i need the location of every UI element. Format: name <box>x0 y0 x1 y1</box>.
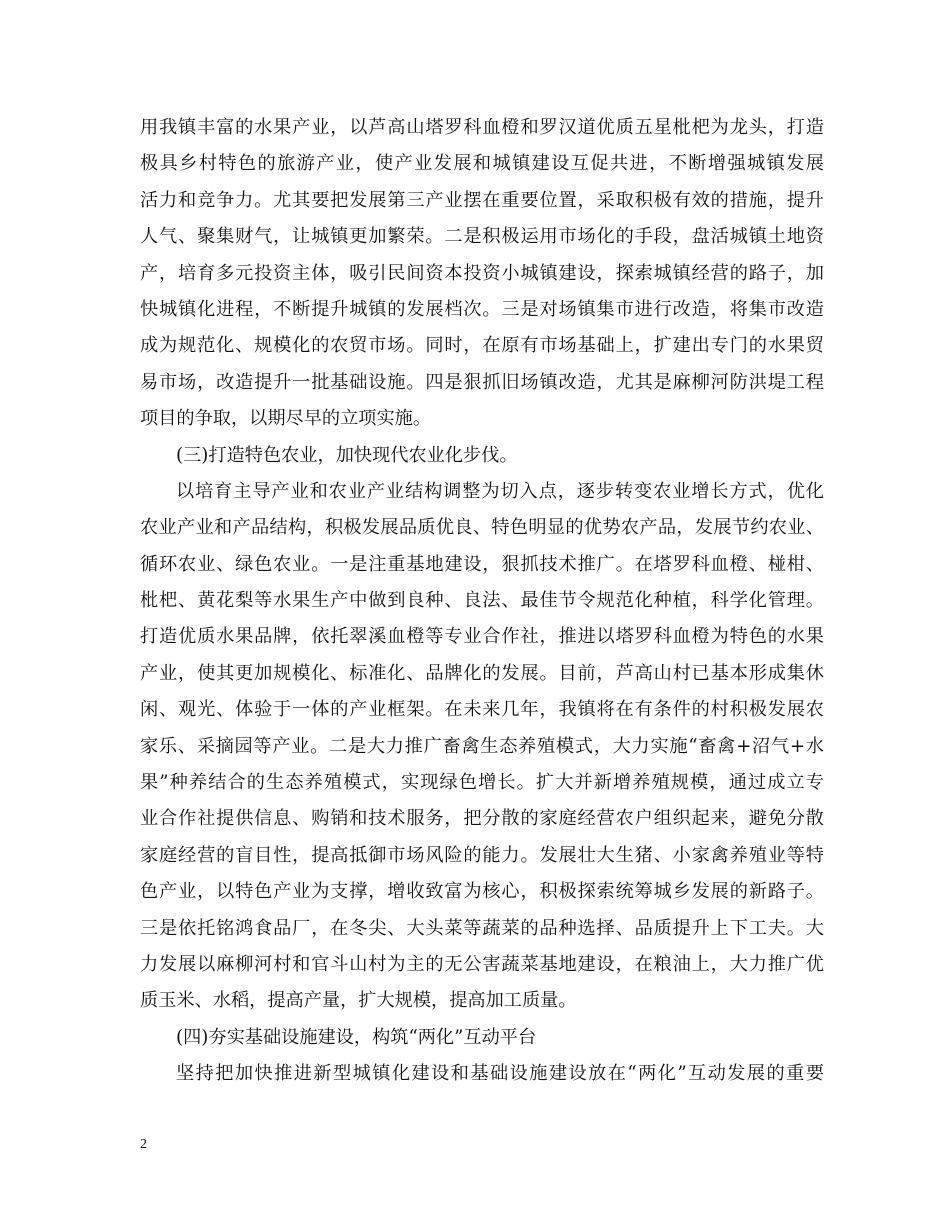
text-line: 业合作社提供信息、购销和技术服务，把分散的家庭经营农户组织起来，避免分散 <box>140 808 824 830</box>
text-line: 活力和竞争力。尤其要把发展第三产业摆在重要位置，采取积极有效的措施，提升 <box>140 189 824 211</box>
text-line: 家庭经营的盲目性，提高抵御市场风险的能力。发展壮大生猪、小家禽养殖业等特 <box>140 844 824 866</box>
text-line: 用我镇丰富的水果产业，以芦高山塔罗科血橙和罗汉道优质五星枇杷为龙头，打造 <box>140 117 824 138</box>
text-line: 色产业，以特色产业为支撑，增收致富为核心，积极探索统筹城乡发展的新路子。 <box>140 881 824 903</box>
text-line: 枇杷、黄花梨等水果生产中做到良种、良法、最佳节令规范化种植，科学化管理。 <box>140 590 824 612</box>
text-line: 易市场，改造提升一批基础设施。四是狠抓旧场镇改造，尤其是麻柳河防洪堤工程 <box>140 371 824 393</box>
text-line: 成为规范化、规模化的农贸市场。同时，在原有市场基础上，扩建出专门的水果贸 <box>140 335 824 357</box>
body-text <box>140 110 824 1093</box>
section-heading-3: (三)打造特色农业，加快现代农业化步伐。 <box>176 444 518 466</box>
text-line: 人气、聚集财气，让城镇更加繁荣。二是积极运用市场化的手段，盘活城镇土地资 <box>140 226 824 248</box>
text-line: 家乐、采摘园等产业。二是大力推广畜禽生态养殖模式，大力实施“畜禽+沼气+水 <box>140 735 824 757</box>
text-line: 闲、观光、体验于一体的产业框架。在未来几年，我镇将在有条件的村积极发展农 <box>140 699 824 721</box>
text-line: 极具乡村特色的旅游产业，使产业发展和城镇建设互促共进，不断增强城镇发展 <box>140 153 824 175</box>
text-line: 产业，使其更加规模化、标准化、品牌化的发展。目前，芦高山村已基本形成集休 <box>140 662 824 684</box>
text-line: 农业产业和产品结构，积极发展品质优良、特色明显的优势农产品，发展节约农业、 <box>140 517 824 539</box>
text-line: 快城镇化进程，不断提升城镇的发展档次。三是对场镇集市进行改造，将集市改造 <box>140 298 824 320</box>
page-number: 2 <box>140 1137 147 1152</box>
text-line: 产，培育多元投资主体，吸引民间资本投资小城镇建设，探索城镇经营的路子，加 <box>140 262 824 284</box>
text-line: 打造优质水果品牌，依托翠溪血橙等专业合作社，推进以塔罗科血橙为特色的水果 <box>140 626 824 648</box>
text-line: 果”种养结合的生态养殖模式，实现绿色增长。扩大并新增养殖规模，通过成立专 <box>140 772 824 794</box>
paragraph-first-line: 以培育主导产业和农业产业结构调整为切入点，逐步转变农业增长方式，优化 <box>176 480 824 502</box>
paragraph-first-line: 坚持把加快推进新型城镇化建设和基础设施建设放在“两化”互动发展的重要 <box>176 1063 824 1085</box>
text-line: 三是依托铭鸿食品厂，在冬尖、大头菜等蔬菜的品种选择、品质提升上下工夫。大 <box>140 917 824 939</box>
section-heading-4: (四)夯实基础设施建设，构筑“两化”互动平台 <box>176 1026 537 1048</box>
text-line: 项目的争取，以期尽早的立项实施。 <box>140 408 432 430</box>
text-line: 力发展以麻柳河村和官斗山村为主的无公害蔬菜基地建设，在粮油上，大力推广优 <box>140 953 824 975</box>
text-line: 质玉米、水稻，提高产量，扩大规模，提高加工质量。 <box>140 990 577 1012</box>
text-line: 循环农业、绿色农业。一是注重基地建设，狠抓技术推广。在塔罗科血橙、椪柑、 <box>140 553 824 575</box>
